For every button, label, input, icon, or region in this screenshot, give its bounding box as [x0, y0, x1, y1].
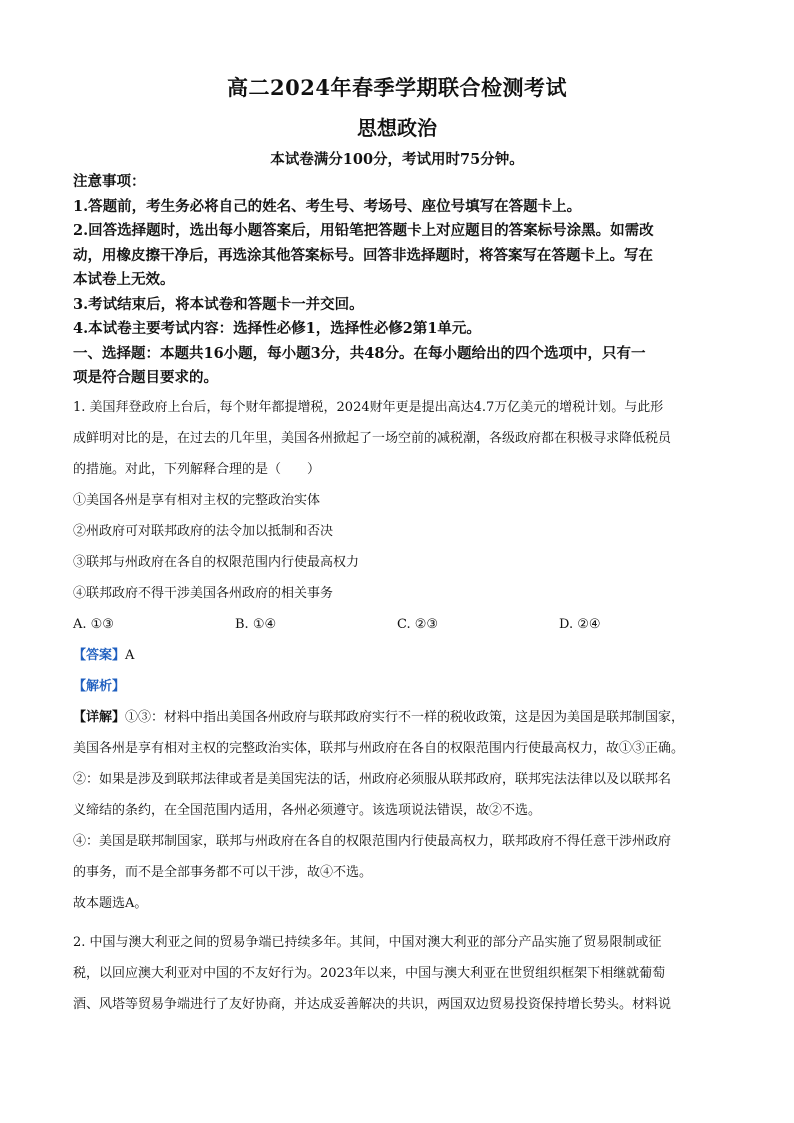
question-stem-line: 1. 美国拜登政府上台后，每个财年都提增税，2024财年更是提出高达4.7万亿美元的增税计划。与此形 — [73, 400, 664, 415]
question-stem-line: 税，以回应澳大利亚对中国的不友好行为。2023年以来，中国与澳大利亚在世贸组织框架下相继就葡萄 — [73, 966, 666, 981]
option-a: A. ①③ — [73, 617, 114, 632]
statement-line: ④联邦政府不得干涉美国各州政府的相关事务 — [73, 586, 334, 601]
exam-title: 高二2024年春季学期联合检测考试 — [227, 75, 567, 100]
question-stem-line: 2. 中国与澳大利亚之间的贸易争端已持续多年。其间，中国对澳大利亚的部分产品实施了贸易限制或征 — [73, 935, 662, 950]
statement-line: ①美国各州是享有相对主权的完整政治实体 — [73, 493, 321, 508]
question-2 — [73, 927, 723, 1020]
detail-line: ④：美国是联邦制国家，联邦与州政府在各自的权限范围内行使最高权力，联邦政府不得任意干涉州政府 — [73, 834, 672, 849]
answer-line — [73, 640, 723, 671]
notice-line: 2.回答选择题时，选出每小题答案后，用铅笔把答题卡上对应题目的答案标号涂黑。如需改 — [73, 222, 654, 239]
question-stem-line: 酒、风塔等贸易争端进行了友好协商，并达成妥善解决的共识，两国双边贸易投资保持增长势头。材料说 — [73, 997, 672, 1012]
notice-line: 1.答题前，考生务必将自己的姓名、考生号、考场号、座位号填写在答题卡上。 — [73, 197, 582, 215]
analysis-line — [73, 671, 723, 702]
notice-line: 3.考试结束后，将本试卷和答题卡一并交回。 — [73, 295, 364, 313]
options-row — [73, 609, 723, 640]
statement-line: ③联邦与州政府在各自的权限范围内行使最高权力 — [73, 555, 360, 570]
section-heading-line: 项是符合题目要求的。 — [73, 369, 218, 386]
detail-line: ②：如果是涉及到联邦法律或者是美国宪法的话，州政府必须服从联邦政府，联邦宪法法律以及以联邦名 — [73, 772, 672, 787]
detail-line: 故本题选A。 — [73, 896, 148, 911]
detail-line: 义缔结的条约，在全国范围内适用，各州必须遵守。该选项说法错误，故②不选。 — [73, 803, 542, 818]
answer-value: A — [125, 648, 135, 663]
option-d: D. ②④ — [559, 617, 601, 632]
detail-label: 【详解】 — [73, 710, 126, 725]
question-stem-line: 的措施。对此，下列解释合理的是（ ） — [73, 462, 321, 477]
detail-line: 的事务，而不是全部事务都不可以干涉，故④不选。 — [73, 865, 373, 880]
notice-block — [73, 170, 723, 391]
question-stem-line: 成鲜明对比的是，在过去的几年里，美国各州掀起了一场空前的减税潮，各级政府都在积极寻求降低税员 — [73, 431, 672, 446]
detail-text: ①③：材料中指出美国各州政府与联邦政府实行不一样的税收政策，这是因为美国是联邦制国家， — [125, 710, 685, 725]
detail-line: 美国各州是享有相对主权的完整政治实体，联邦与州政府在各自的权限范围内行使最高权力，故①③正确。 — [73, 741, 685, 756]
question-1 — [73, 392, 723, 919]
notice-line: 动，用橡皮擦干净后，再选涂其他答案标号。回答非选择题时，将答案写在答题卡上。写在 — [73, 246, 653, 264]
analysis-label: 【解析】 — [73, 679, 126, 694]
notice-line: 4.本试卷主要考试内容：选择性必修1，选择性必修2第1单元。 — [73, 320, 481, 337]
notice-line: 本试卷上无效。 — [73, 271, 175, 288]
option-c: C. ②③ — [397, 617, 439, 632]
section-heading-line: 一、选择题：本题共16小题，每小题3分，共48分。在每小题给出的四个选项中，只有一 — [73, 344, 646, 362]
statement-line: ②州政府可对联邦政府的法令加以抵制和否决 — [73, 524, 334, 539]
option-b: B. ①④ — [235, 617, 277, 632]
score-note: 本试卷满分100分，考试用时75分钟。 — [270, 151, 524, 168]
detail-line — [73, 702, 723, 733]
subject-title: 思想政治 — [357, 116, 437, 140]
answer-label: 【答案】 — [73, 648, 126, 663]
notice-heading: 注意事项： — [73, 173, 146, 190]
